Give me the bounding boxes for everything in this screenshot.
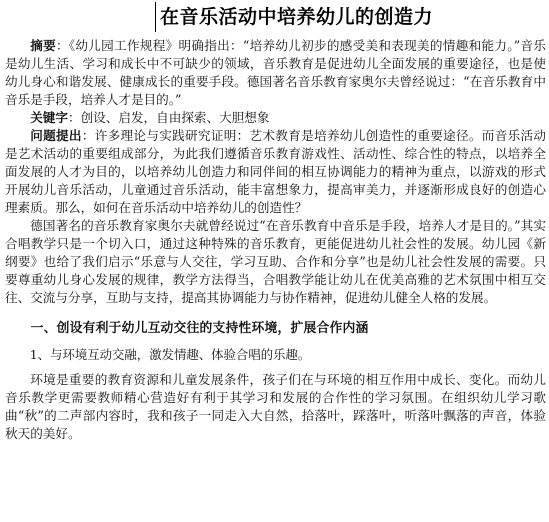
keywords-paragraph [5, 109, 546, 127]
document-body [5, 37, 546, 443]
question-paragraph [5, 127, 546, 217]
question-text: ：许多理论与实践研究证明：艺术教育是培养幼儿创造性的重要途径。而音乐活动是艺术活动的重要组成部分，为此我们遵循音乐教育游戏性、活动性、综合性的特点，以培养全面发展的人才为目的，以培养幼儿创造力和同伴间的相互协调能力的精神为重点，以游戏的形式开展幼儿音乐活动，儿童通过音乐活动，能丰富想象力，提高审美力，并逐渐形成良好的创造心理素质。那么，如何在音乐活动中培养幼儿的创造性？ [5, 128, 547, 215]
spacer [5, 307, 546, 319]
subsection-heading-1: 1、与环境互动交融，激发情趣、体验合唱的乐趣。 [29, 347, 311, 362]
abstract-text: ：《幼儿园工作规程》明确指出：“培养幼儿初步的感受美和表现美的情趣和能力。”音乐是幼儿生活、学习和成长中不可缺少的领域，音乐教育是促进幼儿全面发展的重要途径，也是使幼儿身心和谐发展、健康成长的重要手段。德国著名音乐教育家奥尔夫曾经说过：“在音乐教育中音乐是手段，培养人才是目的。” [5, 38, 546, 107]
question-label: 问题提出 [30, 128, 82, 143]
keywords-text: ：创设、启发，自由探索、大胆想象 [67, 110, 270, 125]
environment-paragraph: 环境是重要的教育资源和儿童发展条件，孩子们在与环境的相互作用中成长、变化。而幼儿音乐教学更需要教师精心营造好有利于其学习和发展的合作性的学习氛围。在组织幼儿学习歌曲“秋”的二声部内容时，我和孩子一同走入大自然，拾落叶，踩落叶，听落叶飘落的声音，体验秋天的美好。 [5, 372, 546, 441]
abstract-label: 摘要 [30, 38, 56, 53]
document-title: 在音乐活动中培养幼儿的创造力 [160, 6, 434, 28]
orff-paragraph: 德国著名的音乐教育家奥尔夫就曾经说过“在音乐教育中音乐是手段，培养人才是目的。”其实合唱教学只是一个切入口，通过这种特殊的音乐教育，更能促进幼儿社会性的发展。幼儿园《新纲要》也给了我们启示“乐意与人交往，学习互助、合作和分享”也是幼儿社会性发展的需要。只要尊重幼儿身心发展的规律，教学方法得当，合唱教学能让幼儿在优美高雅的艺术氛围中相互交往、交流与分享，互助与支持，提高其协调能力与协作精神，促进幼儿健全人格的发展。 [5, 218, 546, 305]
keywords-label: 关键字 [30, 110, 68, 125]
section-heading-1: 一、创设有利于幼儿互动交往的支持性环境，扩展合作内涵 [30, 321, 369, 336]
title-block [155, 2, 433, 32]
abstract-paragraph [5, 37, 546, 109]
